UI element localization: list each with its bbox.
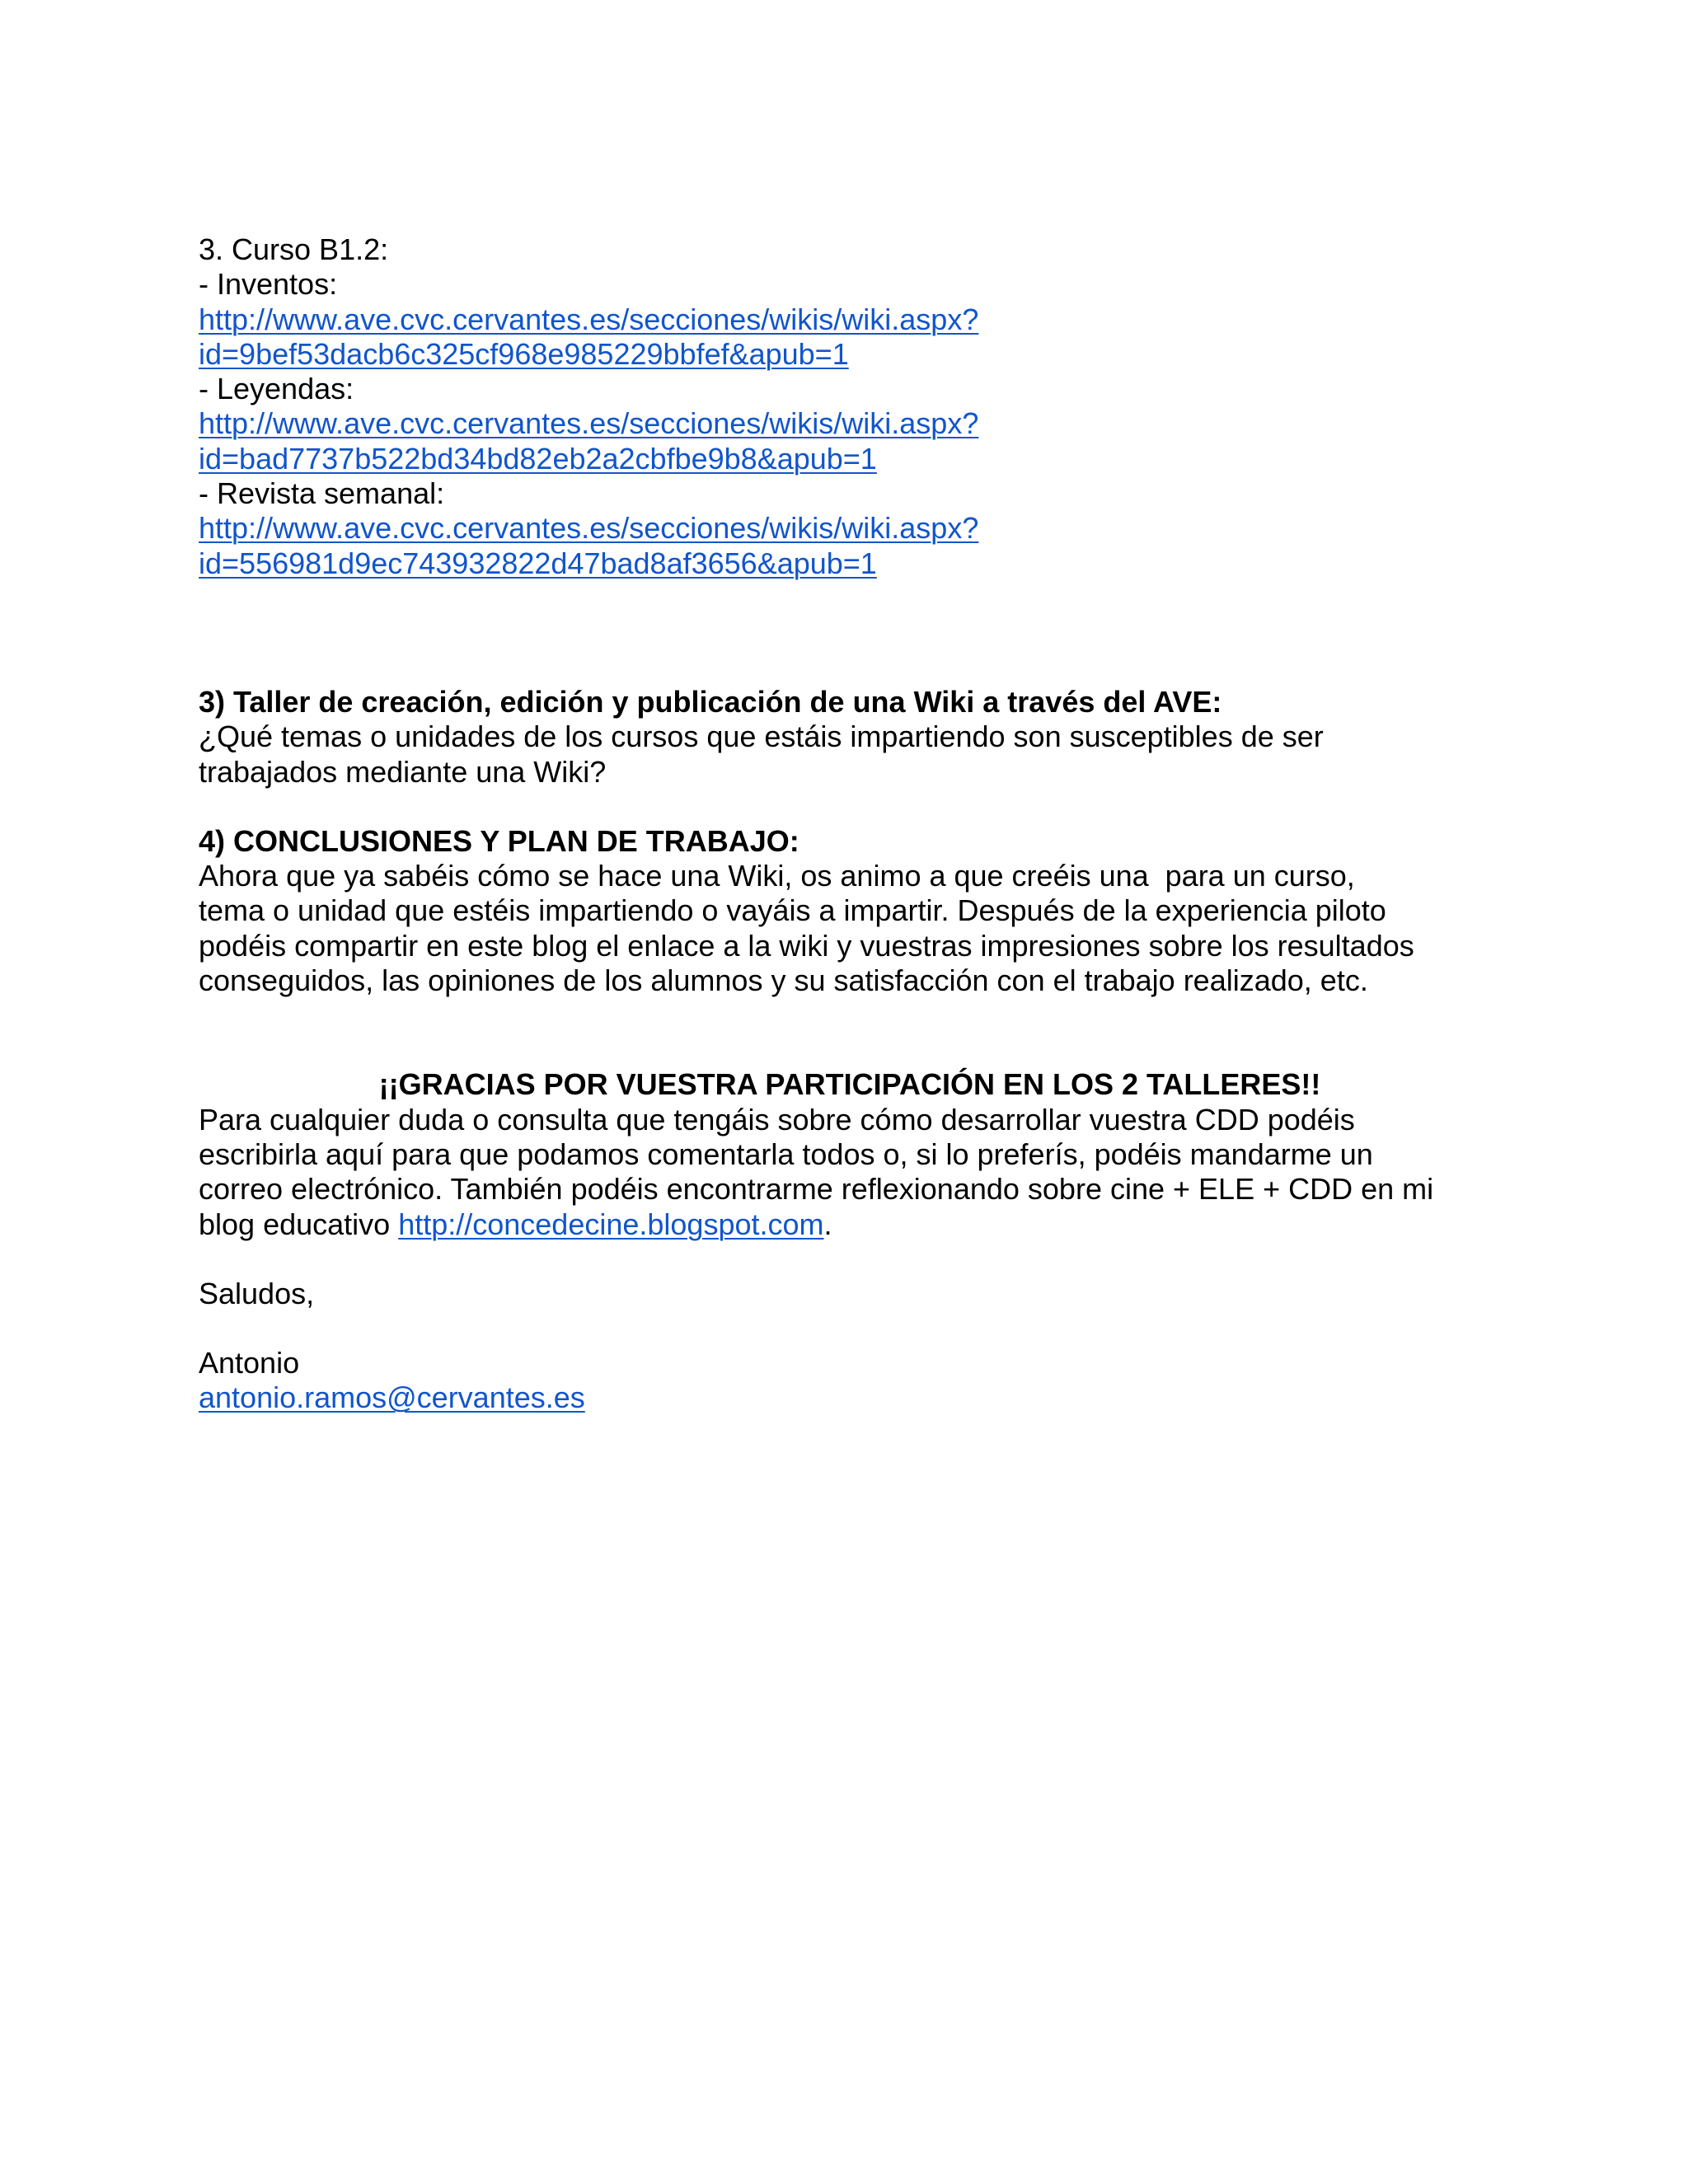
taller-heading: 3) Taller de creación, edición y publicación de una Wiki a través del AVE: [199, 684, 1222, 719]
conclusiones-paragraph-line: podéis compartir en este blog el enlace a la wiki y vuestras impresiones sobre los resultados [199, 928, 1414, 963]
conclusiones-paragraph-line: Ahora que ya sabéis cómo se hace una Wiki, os animo a que creéis una para un curso, [199, 859, 1355, 893]
link-leyendas-part2[interactable]: id=bad7737b522bd34bd82eb2a2cbfbe9b8&apub=1 [199, 441, 877, 476]
email-link[interactable]: antonio.ramos@cervantes.es [199, 1380, 585, 1415]
spacer [199, 581, 1501, 685]
link-leyendas-part1[interactable]: http://www.ave.cvc.cervantes.es/secciones/wikis/wiki.aspx? [199, 406, 979, 441]
link-revista-part2[interactable]: id=556981d9ec743932822d47bad8af3656&apub=1 [199, 546, 877, 580]
item-label-revista: - Revista semanal: [199, 476, 445, 511]
item-label-leyendas: - Leyendas: [199, 372, 354, 406]
spacer [199, 998, 1501, 1067]
thanks-paragraph-line: correo electrónico. También podéis encontrarme reflexionando sobre cine + ELE + CDD en mi [199, 1172, 1434, 1207]
conclusiones-heading: 4) CONCLUSIONES Y PLAN DE TRABAJO: [199, 823, 799, 858]
blog-link[interactable]: http://concedecine.blogspot.com [398, 1207, 824, 1241]
thanks-heading: ¡¡GRACIAS POR VUESTRA PARTICIPACIÓN EN LOS 2 TALLERES!! [378, 1067, 1321, 1102]
item-label-inventos: - Inventos: [199, 267, 338, 302]
link-inventos-part1[interactable]: http://www.ave.cvc.cervantes.es/secciones/wikis/wiki.aspx? [199, 302, 979, 336]
thanks-last-line [199, 1207, 1501, 1242]
spacer [199, 1311, 1501, 1346]
taller-paragraph-line: ¿Qué temas o unidades de los cursos que estáis impartiendo son susceptibles de ser [199, 719, 1324, 754]
spacer [199, 790, 1501, 824]
link-inventos-part2[interactable]: id=9bef53dacb6c325cf968e985229bbfef&apub=1 [199, 336, 849, 371]
link-revista-part1[interactable]: http://www.ave.cvc.cervantes.es/secciones/wikis/wiki.aspx? [199, 511, 979, 546]
thanks-paragraph-line: Para cualquier duda o consulta que tengáis sobre cómo desarrollar vuestra CDD podéis [199, 1102, 1355, 1137]
closing-name: Antonio [199, 1346, 300, 1380]
conclusiones-paragraph-line: tema o unidad que estéis impartiendo o vayáis a impartir. Después de la experiencia piloto [199, 893, 1386, 928]
taller-paragraph-line: trabajados mediante una Wiki? [199, 754, 607, 789]
spacer [199, 1242, 1501, 1277]
closing-greeting: Saludos, [199, 1276, 315, 1310]
thanks-last-line-suffix: . [823, 1207, 832, 1241]
thanks-paragraph-line: escribirla aquí para que podamos comentarla todos o, si lo preferís, podéis mandarme un [199, 1137, 1373, 1171]
thanks-last-line-prefix: blog educativo [199, 1207, 399, 1241]
document-body [199, 232, 1501, 1416]
conclusiones-paragraph-line: conseguidos, las opiniones de los alumnos y su satisfacción con el trabajo realizado, etc. [199, 963, 1368, 998]
curso-heading: 3. Curso B1.2: [199, 232, 389, 266]
